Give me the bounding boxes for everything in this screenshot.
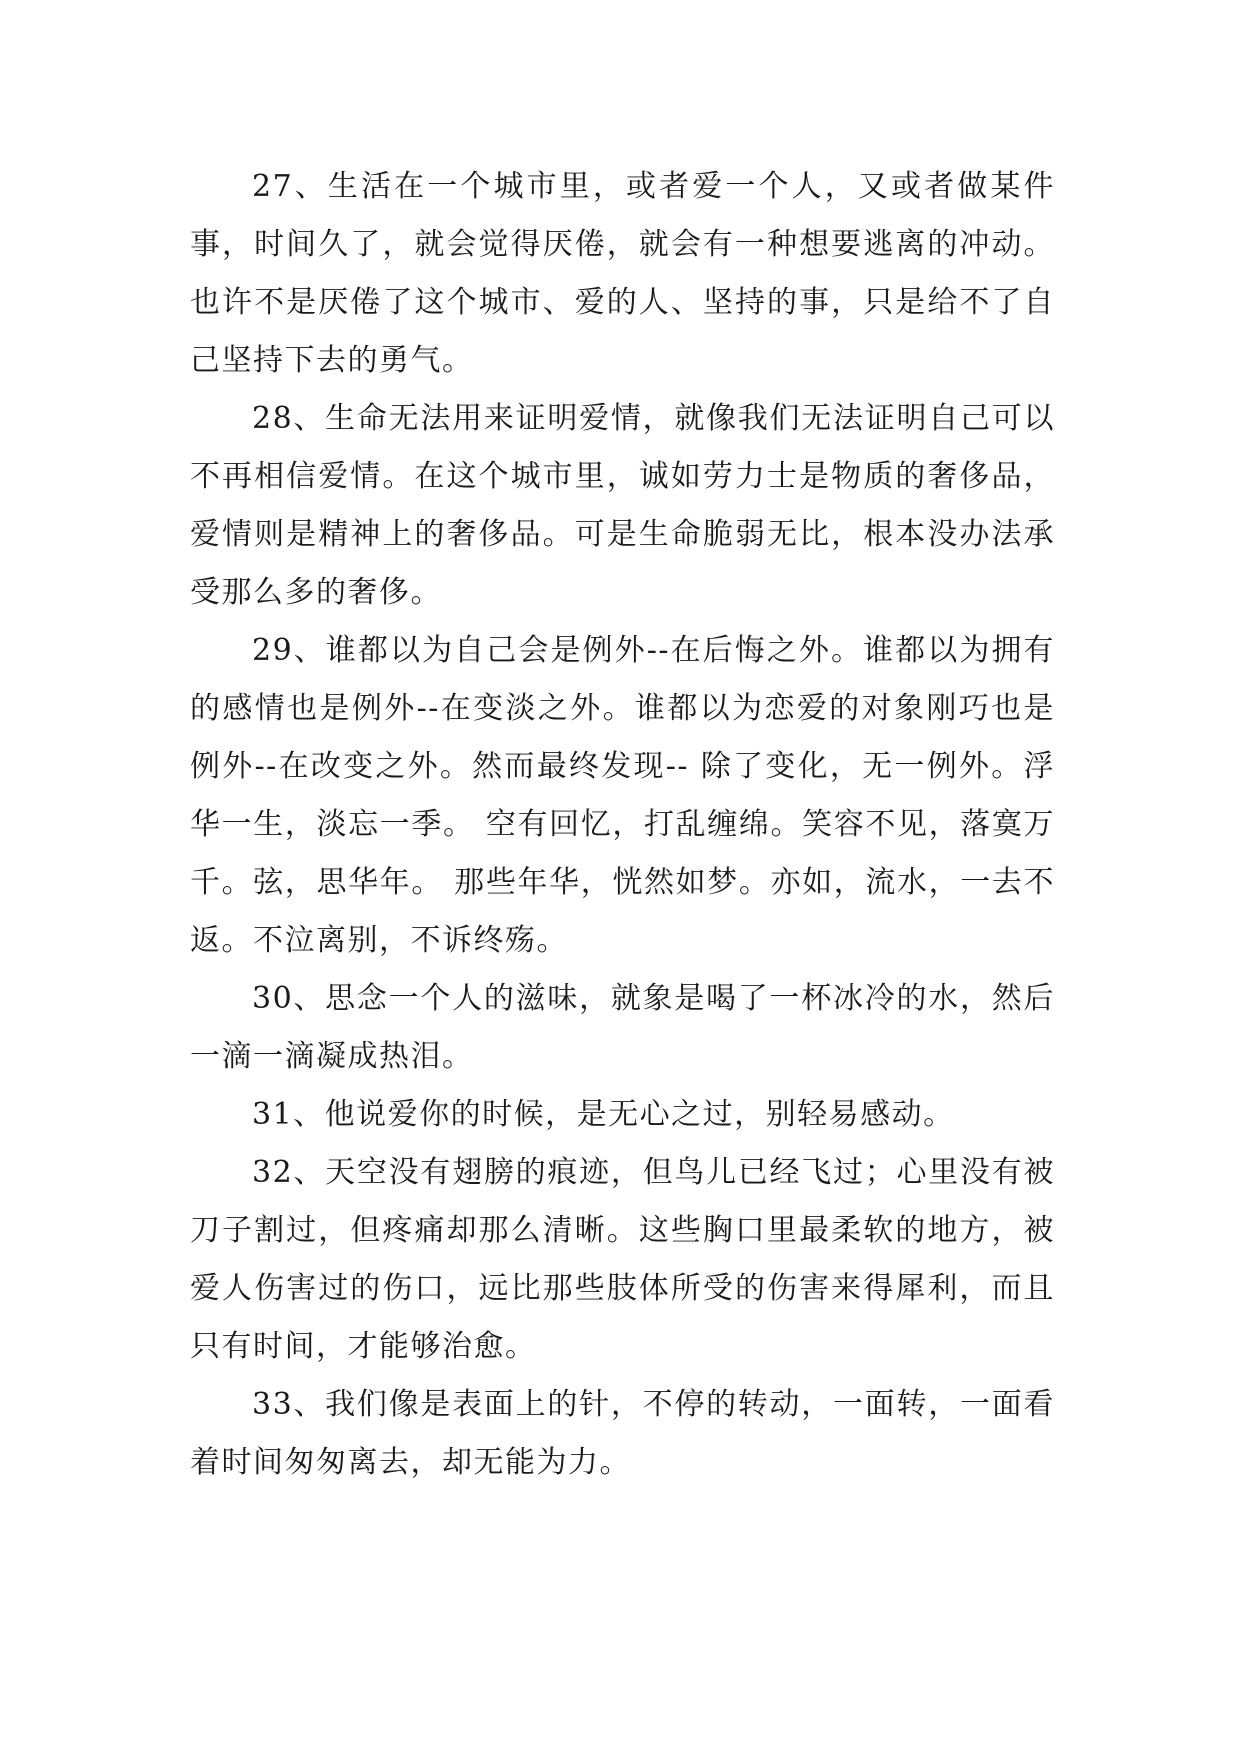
- document-body: [190, 158, 1055, 1492]
- paragraph-33: 33、我们像是表面上的针，不停的转动，一面转，一面看着时间匆匆离去，却无能为力。: [190, 1387, 1055, 1480]
- paragraph-30: 30、思念一个人的滋味，就象是喝了一杯冰冷的水，然后一滴一滴凝成热泪。: [190, 981, 1055, 1074]
- paragraph-32: 32、天空没有翅膀的痕迹，但鸟儿已经飞过；心里没有被刀子割过，但疼痛却那么清晰。这些胸口里最柔软的地方，被爱人伤害过的伤口，远比那些肢体所受的伤害来得犀利，而且只有时间，才能够治愈。: [190, 1155, 1055, 1364]
- paragraph-28: 28、生命无法用来证明爱情，就像我们无法证明自己可以不再相信爱情。在这个城市里，诚如劳力士是物质的奢侈品，爱情则是精神上的奢侈品。可是生命脆弱无比，根本没办法承受那么多的奢侈。: [190, 401, 1055, 610]
- paragraph-27: 27、生活在一个城市里，或者爱一个人，又或者做某件事，时间久了，就会觉得厌倦，就会有一种想要逃离的冲动。也许不是厌倦了这个城市、爱的人、坚持的事，只是给不了自己坚持下去的勇气。: [190, 169, 1055, 378]
- paragraph-29: 29、谁都以为自己会是例外--在后悔之外。谁都以为拥有的感情也是例外--在变淡之外。谁都以为恋爱的对象刚巧也是例外--在改变之外。然而最终发现-- 除了变化，无一例外。浮华一生，淡忘一季。 空有回忆，打乱缠绵。笑容不见，落寞万千。弦，思华年。 那些年华，恍然如梦。亦如，流水，一去不返。不泣离别，不诉终殇。: [190, 633, 1055, 958]
- paragraph-31: 31、他说爱你的时候，是无心之过，别轻易感动。: [252, 1097, 955, 1132]
